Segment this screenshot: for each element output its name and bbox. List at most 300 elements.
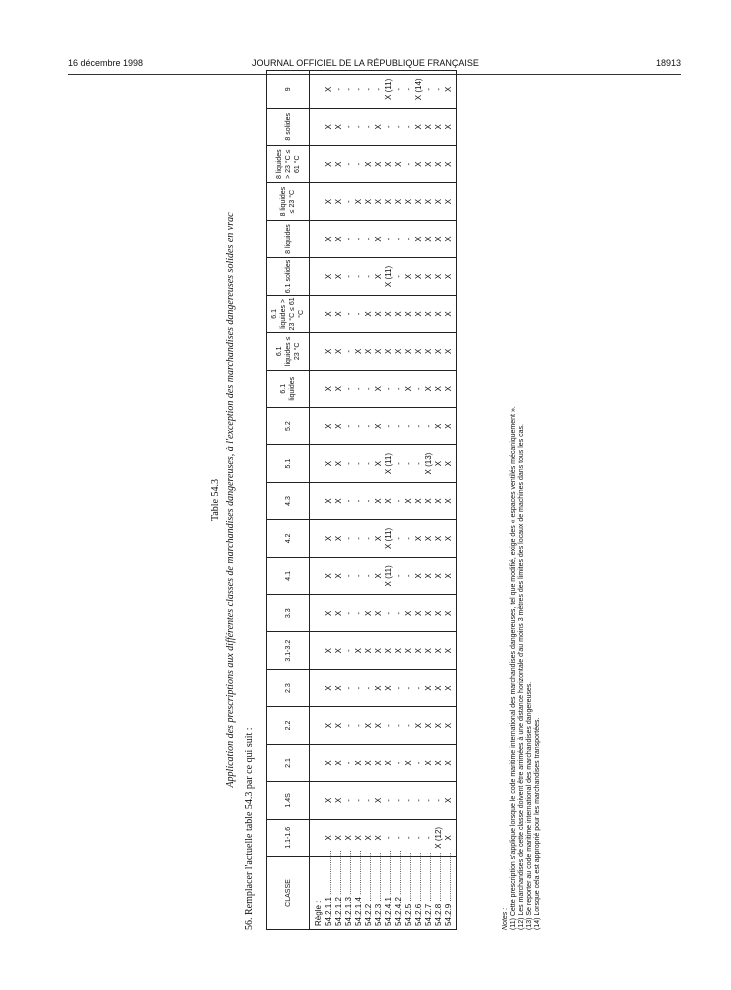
table-cell: [310, 557, 324, 594]
table-cell: X: [323, 183, 333, 220]
table-cell: X: [443, 145, 457, 182]
table-cell: X (11): [383, 520, 393, 557]
table-cell: X: [413, 258, 423, 295]
table-cell: -: [393, 707, 403, 744]
column-header: 2.2: [267, 707, 310, 744]
table-cell: [310, 183, 324, 220]
table-cell: -: [403, 707, 413, 744]
table-cell: -: [363, 108, 373, 145]
column-header: 1.4S: [267, 782, 310, 819]
table-cell: X: [433, 557, 443, 594]
table-cell: X: [433, 220, 443, 257]
table-cell: X: [413, 520, 423, 557]
table-cell: -: [403, 445, 413, 482]
table-cell: -: [363, 258, 373, 295]
table-cell: X: [333, 220, 343, 257]
table-cell: -: [353, 669, 363, 706]
table-cell: -: [363, 370, 373, 407]
table-cell: -: [353, 145, 363, 182]
table-cell: X: [403, 295, 413, 332]
table-cell: -: [403, 71, 413, 109]
table-cell: X: [353, 819, 363, 856]
table-cell: X: [373, 183, 383, 220]
table-cell: -: [363, 220, 373, 257]
table-cell: -: [363, 482, 373, 519]
table-cell: X: [323, 557, 333, 594]
table-cell: X: [423, 482, 433, 519]
table-row: [373, 71, 383, 930]
table-cell: X: [333, 333, 343, 370]
rule-label: 54.2.8 ......................: [433, 857, 443, 930]
table-cell: X: [333, 557, 343, 594]
table-cell: X: [323, 407, 333, 444]
table-cell: X: [323, 295, 333, 332]
column-header: 8 solides: [267, 108, 310, 145]
table-cell: X: [373, 258, 383, 295]
table-cell: X: [363, 744, 373, 781]
table-cell: -: [393, 520, 403, 557]
table-cell: X: [423, 295, 433, 332]
table-cell: X: [393, 183, 403, 220]
table-cell: [310, 595, 324, 632]
table-cell: X: [413, 632, 423, 669]
table-cell: -: [423, 407, 433, 444]
table-cell: -: [423, 71, 433, 109]
table-cell: -: [383, 595, 393, 632]
column-header: 6.1 liquides ≤ 23 °C: [267, 333, 310, 370]
table-cell: X: [373, 782, 383, 819]
table-cell: -: [413, 407, 423, 444]
table-cell: X: [353, 744, 363, 781]
table-header-row: [267, 71, 310, 930]
column-header: 2.3: [267, 669, 310, 706]
table-cell: -: [343, 520, 353, 557]
table-cell: X: [423, 220, 433, 257]
table-cell: -: [343, 782, 353, 819]
table-cell: X: [323, 445, 333, 482]
table-cell: X: [443, 669, 457, 706]
table-cell: X: [333, 819, 343, 856]
table-cell: -: [343, 258, 353, 295]
table-cell: X: [323, 782, 333, 819]
table-cell: X: [443, 445, 457, 482]
table-cell: X: [373, 145, 383, 182]
table-cell: [310, 370, 324, 407]
table-cell: X: [413, 333, 423, 370]
table-cell: -: [393, 407, 403, 444]
table-cell: X: [423, 183, 433, 220]
table-cell: -: [343, 482, 353, 519]
table-cell: -: [403, 669, 413, 706]
table-cell: X: [373, 520, 383, 557]
table-cell: -: [363, 782, 373, 819]
rule-label: Règle :: [310, 857, 324, 930]
table-cell: X: [393, 333, 403, 370]
requirements-table: [266, 70, 457, 930]
rule-label: 54.2.2 ......................: [363, 857, 373, 930]
table-cell: X: [353, 333, 363, 370]
table-cell: X: [433, 145, 443, 182]
table-cell: X: [373, 707, 383, 744]
table-cell: X: [323, 258, 333, 295]
table-cell: X: [423, 669, 433, 706]
column-header: 8 liquides ≤ 23 °C: [267, 183, 310, 220]
table-cell: X: [323, 595, 333, 632]
rule-label: 54.2.9 ......................: [443, 857, 457, 930]
notes-title: Notes :: [502, 907, 509, 930]
table-cell: -: [343, 557, 353, 594]
rule-label: 54.2.3 ......................: [373, 857, 383, 930]
table-cell: X: [443, 407, 457, 444]
table-cell: [310, 295, 324, 332]
table-cell: X: [323, 482, 333, 519]
table-cell: X: [423, 707, 433, 744]
table-cell: [310, 108, 324, 145]
table-cell: X: [373, 744, 383, 781]
table-cell: X: [323, 744, 333, 781]
table-cell: X: [433, 744, 443, 781]
table-cell: -: [413, 370, 423, 407]
table-cell: X: [333, 520, 343, 557]
table-cell: -: [353, 71, 363, 109]
table-cell: -: [343, 183, 353, 220]
table-cell: -: [403, 819, 413, 856]
table-cell: [310, 819, 324, 856]
column-header: 5.1: [267, 445, 310, 482]
table-cell: -: [353, 482, 363, 519]
table-cell: [310, 445, 324, 482]
table-cell: X: [333, 445, 343, 482]
table-cell: X: [333, 707, 343, 744]
table-cell: X: [423, 520, 433, 557]
table-row: [383, 71, 393, 930]
table-cell: -: [343, 220, 353, 257]
table-cell: -: [343, 669, 353, 706]
table-cell: [310, 71, 324, 109]
table-cell: X: [433, 108, 443, 145]
rule-label: 54.2.5 ......................: [403, 857, 413, 930]
table-cell: [310, 258, 324, 295]
table-row: [403, 71, 413, 930]
table-cell: X: [443, 482, 457, 519]
table-cell: X: [443, 632, 457, 669]
table-cell: X: [333, 370, 343, 407]
table-cell: X: [413, 295, 423, 332]
header-date: 16 décembre 1998: [68, 58, 144, 68]
table-cell: X: [433, 482, 443, 519]
rule-label: 54.2.4.1 ....................: [383, 857, 393, 930]
column-header: 6.1 solides: [267, 258, 310, 295]
table-cell: -: [413, 782, 423, 819]
table-cell: X: [423, 333, 433, 370]
table-cell: X: [443, 333, 457, 370]
table-cell: -: [353, 295, 363, 332]
table-cell: -: [343, 108, 353, 145]
table-cell: -: [433, 71, 443, 109]
table-cell: -: [353, 407, 363, 444]
table-cell: X: [413, 707, 423, 744]
table-cell: X (13): [423, 445, 433, 482]
table-cell: X: [323, 220, 333, 257]
table-cell: X (12): [433, 819, 443, 856]
table-cell: -: [393, 445, 403, 482]
table-cell: -: [343, 632, 353, 669]
table-cell: X (11): [383, 71, 393, 109]
table-cell: X: [383, 744, 393, 781]
rule-label: 54.2.7 ......................: [423, 857, 433, 930]
table-cell: -: [393, 108, 403, 145]
table-cell: -: [403, 782, 413, 819]
table-cell: X: [433, 407, 443, 444]
column-header: 4.2: [267, 520, 310, 557]
table-cell: X: [373, 295, 383, 332]
table-cell: X: [443, 295, 457, 332]
table-cell: [310, 220, 324, 257]
table-cell: X: [383, 482, 393, 519]
note-item: (12) Les marchandises de cette classe doivent être arrimées à une distance horizontale d'au moins 3 mètres des limites des locaux de machines dans tous les cas.: [518, 424, 525, 930]
table-cell: X: [353, 632, 363, 669]
rule-label: 54.2.4.2 ....................: [393, 857, 403, 930]
table-cell: X: [333, 669, 343, 706]
table-cell: X: [383, 145, 393, 182]
table-cell: -: [393, 819, 403, 856]
table-cell: -: [363, 407, 373, 444]
table-cell: X: [423, 258, 433, 295]
table-cell: [310, 482, 324, 519]
table-cell: X: [433, 595, 443, 632]
table-cell: X: [363, 295, 373, 332]
table-cell: X: [323, 71, 333, 109]
table-cell: -: [353, 220, 363, 257]
table-cell: -: [403, 220, 413, 257]
table-cell: -: [363, 71, 373, 109]
table-cell: X: [423, 632, 433, 669]
table-cell: X: [373, 482, 383, 519]
table-cell: X: [423, 595, 433, 632]
table-cell: X: [443, 782, 457, 819]
table-cell: X: [333, 632, 343, 669]
table-cell: X: [433, 445, 443, 482]
table-cell: X: [443, 744, 457, 781]
table-cell: X: [323, 108, 333, 145]
table-cell: -: [343, 707, 353, 744]
table-cell: X: [373, 407, 383, 444]
table-cell: [310, 520, 324, 557]
table-cell: X: [363, 145, 373, 182]
table-cell: X: [433, 183, 443, 220]
column-header: 5.2: [267, 407, 310, 444]
column-header-classe: CLASSE: [267, 857, 310, 930]
table-cell: X: [443, 557, 457, 594]
table-cell: X: [383, 632, 393, 669]
table-cell: X: [403, 482, 413, 519]
table-cell: -: [383, 370, 393, 407]
table-cell: X: [383, 183, 393, 220]
table-cell: -: [343, 407, 353, 444]
table-cell: X: [443, 370, 457, 407]
table-cell: X: [323, 520, 333, 557]
table-cell: X: [433, 258, 443, 295]
table-cell: [310, 782, 324, 819]
table-cell: X: [333, 744, 343, 781]
table-cell: -: [403, 407, 413, 444]
table-cell: X: [413, 183, 423, 220]
table-cell: -: [393, 71, 403, 109]
table-cell: [310, 333, 324, 370]
rule-label: 54.2.1.2 ....................: [333, 857, 343, 930]
table-cell: X: [413, 482, 423, 519]
table-cell: X: [373, 669, 383, 706]
column-header: 6.1 liquides > 23 °C ≤ 61 °C: [267, 295, 310, 332]
table-cell: X: [373, 595, 383, 632]
column-header: 4.1: [267, 557, 310, 594]
table-cell: X: [333, 407, 343, 444]
table-row: [433, 71, 443, 930]
table-cell: X: [433, 370, 443, 407]
table-cell: X: [423, 108, 433, 145]
table-cell: X: [433, 707, 443, 744]
table-cell: X: [413, 145, 423, 182]
table-cell: -: [393, 744, 403, 781]
table-cell: X (14): [413, 71, 423, 109]
table-body: [310, 71, 457, 930]
table-cell: -: [353, 707, 363, 744]
table-cell: X: [353, 183, 363, 220]
table-cell: X: [433, 520, 443, 557]
table-cell: -: [343, 744, 353, 781]
rule-label: 54.2.6 ......................: [413, 857, 423, 930]
table-cell: X: [413, 595, 423, 632]
instruction: 56. Remplacer l'actuelle table 54.3 par ce qui suit :: [244, 727, 255, 930]
table-cell: X: [323, 819, 333, 856]
table-cell: -: [393, 595, 403, 632]
table-cell: X: [323, 707, 333, 744]
table-cell: X: [373, 632, 383, 669]
header-journal: JOURNAL OFFICIEL DE LA RÉPUBLIQUE FRANÇAISE: [252, 58, 479, 68]
table-cell: X: [333, 782, 343, 819]
rule-label: 54.2.1.3 ....................: [343, 857, 353, 930]
table-cell: X: [363, 819, 373, 856]
table-cell: X: [413, 557, 423, 594]
table-cell: X: [443, 108, 457, 145]
table-cell: X: [363, 632, 373, 669]
table-cell: -: [363, 520, 373, 557]
table-cell: -: [393, 370, 403, 407]
table-cell: -: [413, 445, 423, 482]
column-header: 1.1-1.6: [267, 819, 310, 856]
table-cell: X: [443, 258, 457, 295]
table-cell: [310, 632, 324, 669]
table-cell: -: [343, 445, 353, 482]
table-row: [443, 71, 457, 930]
column-header: 8 liquides > 23 °C ≤ 61 °C: [267, 145, 310, 182]
table-cell: [310, 744, 324, 781]
table-cell: X: [373, 819, 383, 856]
column-header: 9: [267, 71, 310, 109]
table-cell: [310, 407, 324, 444]
table-subcaption: Application des prescriptions aux différentes classes de marchandises dangereuses, à l'exception des marchandises dangereuses solides en vrac: [225, 212, 236, 788]
table-cell: -: [353, 445, 363, 482]
table-cell: -: [403, 557, 413, 594]
table-caption: Table 54.3: [210, 478, 221, 522]
table-cell: X: [433, 333, 443, 370]
table-cell: X: [433, 669, 443, 706]
table-cell: -: [403, 108, 413, 145]
table-cell: -: [403, 145, 413, 182]
table-cell: X: [323, 333, 333, 370]
table-cell: -: [383, 108, 393, 145]
table-cell: -: [393, 669, 403, 706]
table-cell: X: [333, 183, 343, 220]
table-cell: X: [373, 220, 383, 257]
notes: [502, 406, 542, 930]
table-cell: X: [363, 333, 373, 370]
table-cell: -: [343, 295, 353, 332]
table-cell: -: [353, 370, 363, 407]
table-row: [423, 71, 433, 930]
table-cell: X: [433, 632, 443, 669]
column-header: 3.3: [267, 595, 310, 632]
table-cell: -: [423, 782, 433, 819]
table-cell: -: [353, 782, 363, 819]
note-item: (14) Lorsque cela est approprié pour les marchandises transportées.: [534, 717, 541, 930]
table-cell: X: [403, 258, 413, 295]
column-header: 4.3: [267, 482, 310, 519]
table-cell: X: [443, 595, 457, 632]
table-cell: -: [383, 819, 393, 856]
table-cell: X: [333, 145, 343, 182]
table-cell: -: [353, 595, 363, 632]
table-cell: -: [433, 782, 443, 819]
table-cell: -: [413, 744, 423, 781]
table-cell: X: [383, 295, 393, 332]
table-cell: -: [353, 108, 363, 145]
table-cell: [310, 707, 324, 744]
table-cell: -: [413, 819, 423, 856]
table-cell: -: [423, 819, 433, 856]
table-cell: X: [323, 370, 333, 407]
table-cell: -: [363, 445, 373, 482]
table-cell: X: [323, 632, 333, 669]
table-cell: X: [403, 595, 413, 632]
table-cell: X: [393, 295, 403, 332]
table-row: [393, 71, 403, 930]
table-cell: -: [413, 669, 423, 706]
table-row: [323, 71, 333, 930]
table-cell: X: [383, 333, 393, 370]
table-cell: -: [393, 557, 403, 594]
table-cell: -: [353, 557, 363, 594]
rule-label: 54.2.1.4 ....................: [353, 857, 363, 930]
table-cell: -: [343, 370, 353, 407]
table-cell: X (11): [383, 258, 393, 295]
table-cell: X: [413, 108, 423, 145]
table-cell: X: [333, 295, 343, 332]
table-row: [333, 71, 343, 930]
table-cell: X: [423, 145, 433, 182]
table-cell: X: [403, 183, 413, 220]
table-cell: X: [333, 258, 343, 295]
table-cell: -: [363, 557, 373, 594]
table-cell: X: [423, 744, 433, 781]
table-cell: X: [443, 220, 457, 257]
table-cell: X: [393, 145, 403, 182]
table-cell: X: [363, 707, 373, 744]
table-cell: -: [343, 71, 353, 109]
table-cell: X: [373, 108, 383, 145]
table-cell: -: [373, 71, 383, 109]
table-cell: X: [403, 632, 413, 669]
